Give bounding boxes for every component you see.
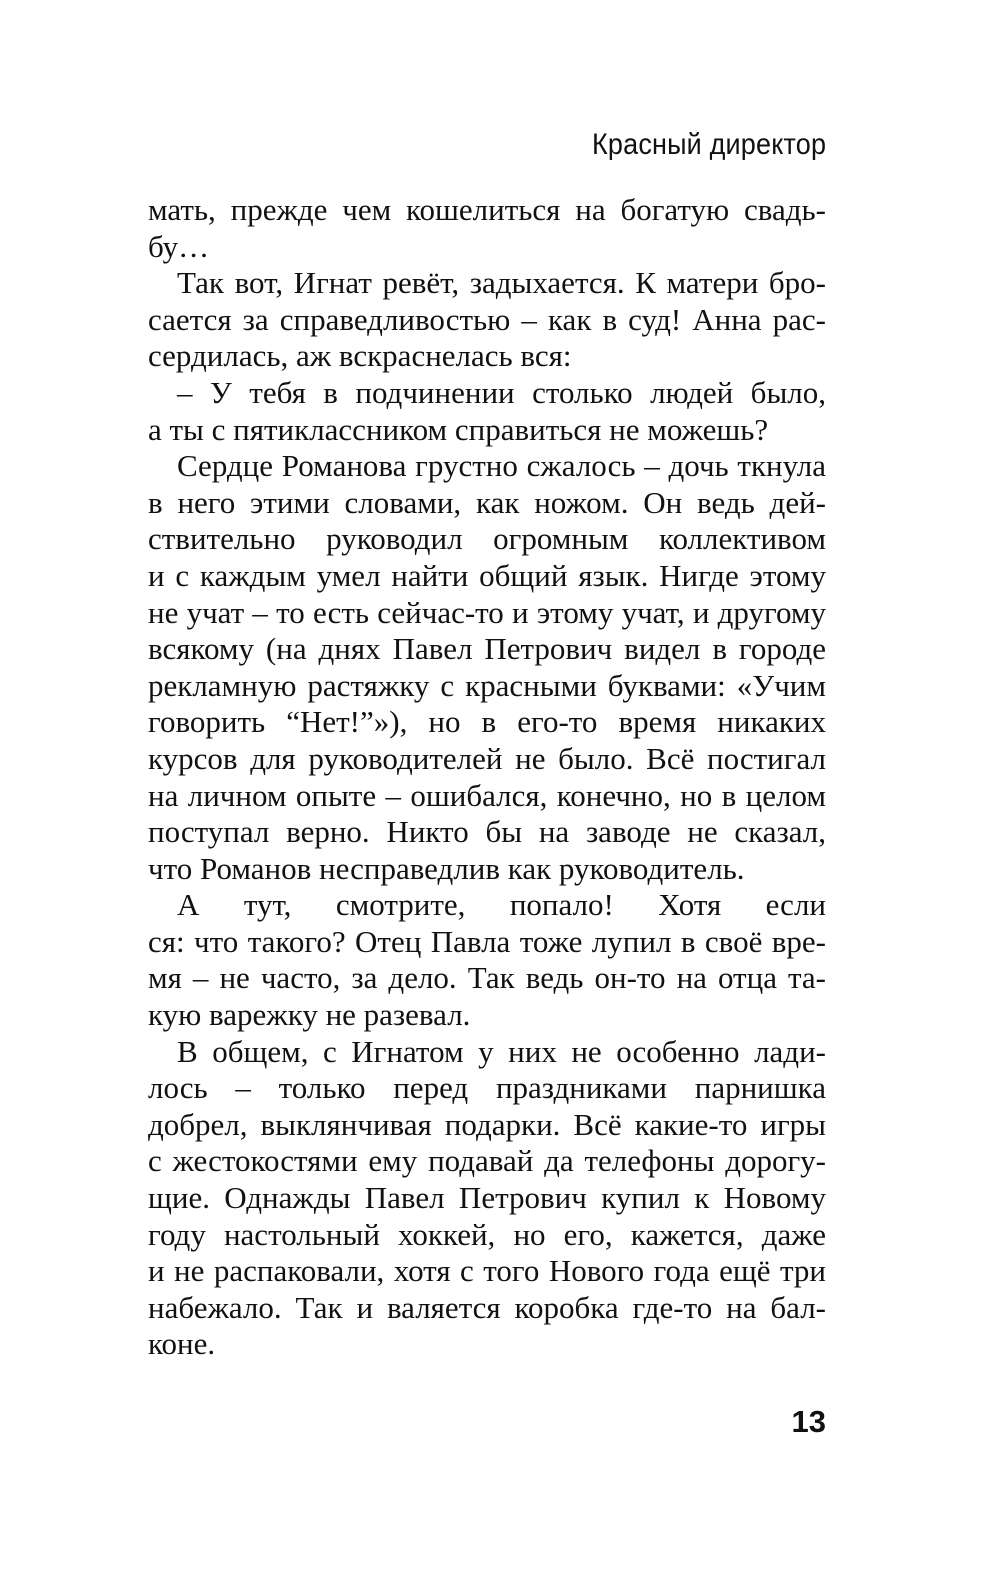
text-line: – У тебя в подчинении столько людей было, xyxy=(177,374,826,410)
running-head: Красный директор xyxy=(591,128,826,161)
text-line: году настольный хоккей, но его, кажется, даже xyxy=(148,1216,826,1252)
text-line: Так вот, Игнат ревёт, задыхается. К матери бро- xyxy=(177,265,826,301)
text-line: с жестокостями ему подавай да телефоны дорогу- xyxy=(148,1143,826,1179)
text-line: а ты с пятиклассником справиться не можешь? xyxy=(148,411,769,447)
text-line: мать, прежде чем кошелиться на богатую свадь- xyxy=(148,192,826,227)
text-line: сается за справедливостью – как в суд! Анна рас- xyxy=(148,301,826,337)
text-line: бу… xyxy=(148,228,210,264)
text-line: и не распаковали, хотя с того Нового года ещё три xyxy=(148,1253,826,1289)
text-line: Сердце Романова грустно сжалось – дочь ткнула xyxy=(177,448,826,484)
text-line: В общем, с Игнатом у них не особенно лади- xyxy=(177,1033,826,1069)
text-line: мя – не часто, за дело. Так ведь он-то на отца та- xyxy=(148,960,826,996)
text-line: коне. xyxy=(148,1326,216,1362)
text-line: курсов для руководителей не было. Всё постигал xyxy=(148,740,826,776)
text-line: ствительно руководил огромным коллективом xyxy=(148,521,826,557)
text-line: говорить “Нет!”»), но в его-то время никаких xyxy=(148,704,826,740)
text-line: поступал верно. Никто бы на заводе не сказал, xyxy=(148,814,826,850)
text-line: на личном опыте – ошибался, конечно, но в целом xyxy=(148,777,826,813)
text-line: кую варежку не разевал. xyxy=(148,997,471,1033)
text-line: в него этими словами, как ножом. Он ведь дей- xyxy=(148,484,826,520)
text-line: рекламную растяжку с красными буквами: «Учим xyxy=(148,667,826,703)
text-line: ся: что такого? Отец Павла тоже лупил в своё вре- xyxy=(148,923,826,959)
page-number: 13 xyxy=(791,1404,826,1439)
text-line: и с каждым умел найти общий язык. Нигде этому xyxy=(148,557,826,593)
text-line: добрел, выклянчивая подарки. Всё какие-то игры xyxy=(148,1106,826,1142)
text-line: А тут, смотрите, попало! Хотя если xyxy=(177,887,826,923)
text-line: сердилась, аж вскраснелась вся: xyxy=(148,338,572,374)
text-line: не учат – то есть сейчас-то и этому учат, и другому xyxy=(148,594,826,630)
body-text xyxy=(148,192,826,1363)
text-line: всякому (на днях Павел Петрович видел в городе xyxy=(148,631,826,667)
text-line: что Романов несправедлив как руководитель. xyxy=(148,850,745,886)
text-line: щие. Однажды Павел Петрович купил к Новому xyxy=(148,1180,826,1216)
text-line: набежало. Так и валяется коробка где-то на бал- xyxy=(148,1289,826,1325)
text-line: лось – только перед праздниками парнишка xyxy=(148,1070,826,1106)
